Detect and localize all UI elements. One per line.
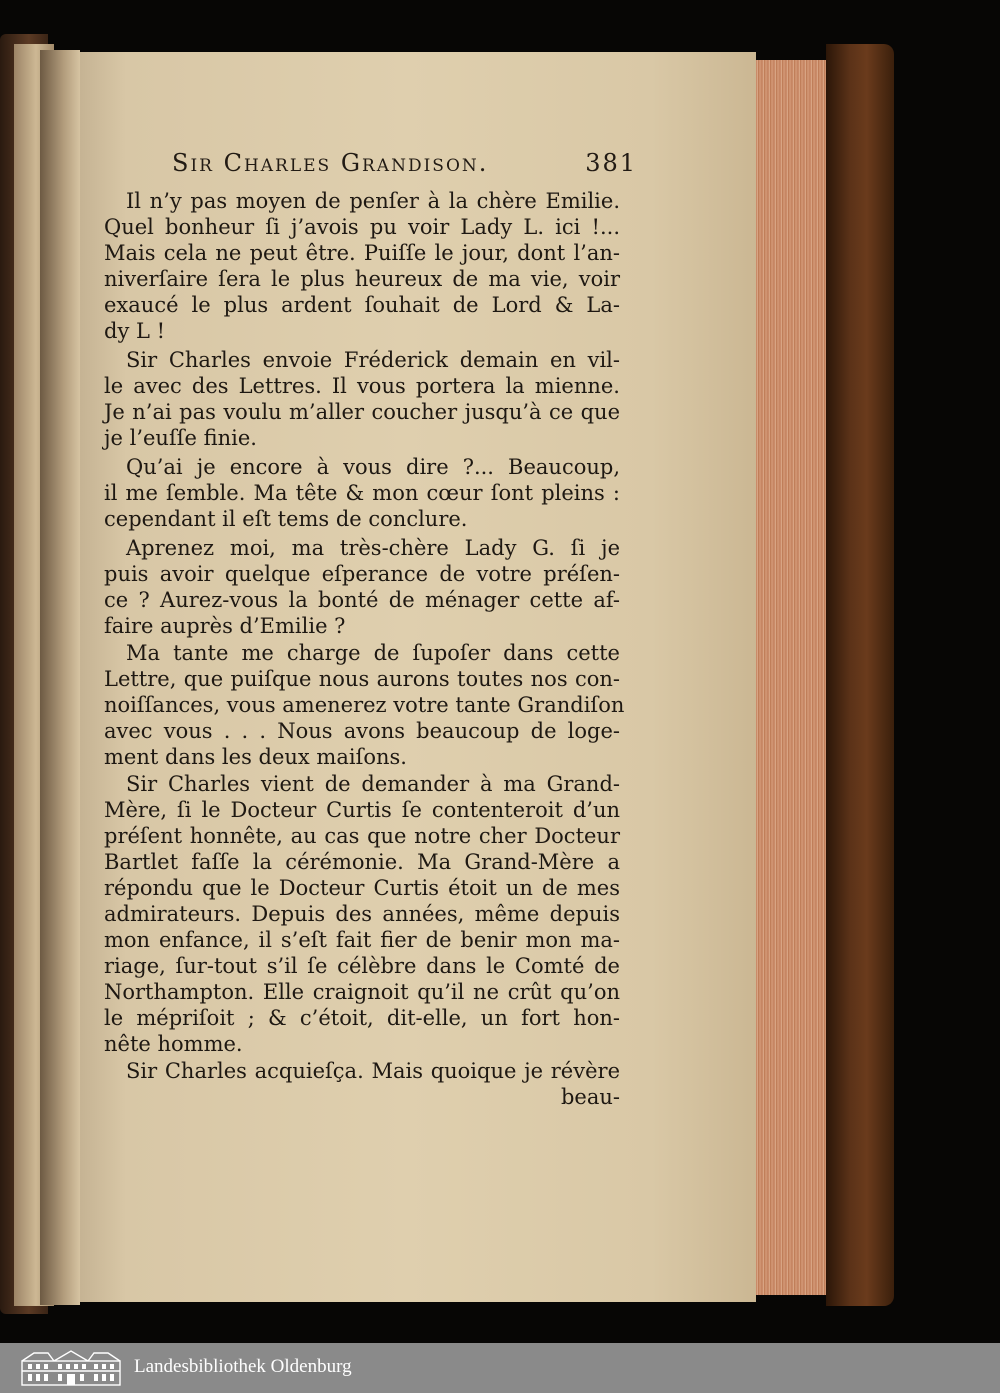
page-number: 381 <box>585 149 637 177</box>
gutter <box>40 50 80 1305</box>
text-line: je l’euſſe finie. <box>104 426 257 450</box>
text-line: nête homme. <box>104 1032 243 1056</box>
text-line: Sir Charles vient de demander à ma Grand- <box>126 772 620 796</box>
text-line: admirateurs. Depuis des années, même depuis <box>104 902 620 926</box>
text-line: noiſſances, vous amenerez votre tante Grandiſon <box>104 693 625 717</box>
text-line: Qu’ai je encore à vous dire ?... Beaucoup, <box>126 455 620 479</box>
right-cover <box>826 44 894 1306</box>
text-line: Je n’ai pas voulu m’aller coucher jusqu’à ce que <box>104 400 620 424</box>
text-line: faire auprès d’Emilie ? <box>104 614 346 638</box>
text-line: le avec des Lettres. Il vous portera la mienne. <box>104 374 620 398</box>
text-line: ment dans les deux maiſons. <box>104 745 407 769</box>
library-name: Landesbibliothek Oldenburg <box>134 1356 352 1377</box>
library-building-icon <box>18 1349 124 1387</box>
text-line: riage, ſur-tout s’il ſe célèbre dans le Comté de <box>104 954 620 978</box>
text-line: Bartlet faſſe la cérémonie. Ma Grand-Mère a <box>104 850 620 874</box>
text-line: Ma tante me charge de ſupoſer dans cette <box>126 641 620 665</box>
text-line: Aprenez moi, ma très-chère Lady G. ſi je <box>126 536 620 560</box>
text-line: répondu que le Docteur Curtis étoit un de mes <box>104 876 620 900</box>
text-line: avec vous . . . Nous avons beaucoup de loge- <box>104 719 620 743</box>
text-line: ce ? Aurez-vous la bonté de ménager cette af- <box>104 588 620 612</box>
text-line: Lettre, que puiſque nous aurons toutes nos con- <box>104 667 620 691</box>
text-line: Mais cela ne peut être. Puiſſe le jour, dont l’an- <box>104 241 620 265</box>
text-line: exaucé le plus ardent ſouhait de Lord & La- <box>104 293 620 317</box>
text-line: Il n’y pas moyen de penſer à la chère Emilie. <box>126 189 620 213</box>
text-line: Sir Charles envoie Fréderick demain en vil- <box>126 348 620 372</box>
text-line: préſent honnête, au cas que notre cher Docteur <box>104 824 620 848</box>
footer-bar <box>0 1343 1000 1393</box>
text-line: Quel bonheur ſi j’avois pu voir Lady L. ici !... <box>104 215 620 239</box>
text-line: Sir Charles acquieſça. Mais quoique je révère <box>126 1059 620 1083</box>
catchword: beau- <box>560 1085 620 1109</box>
text-line: puis avoir quelque eſperance de votre préſen- <box>104 562 620 586</box>
text-line: cependant il eſt tems de conclure. <box>104 507 468 531</box>
text-line: Mère, ſi le Docteur Curtis ſe contenteroit d’un <box>104 798 620 822</box>
text-line: le mépriſoit ; & c’étoit, dit-elle, un fort hon- <box>104 1006 620 1030</box>
text-line: niverſaire ſera le plus heureux de ma vie, voir <box>104 267 620 291</box>
running-header <box>172 149 637 183</box>
text-line: dy L ! <box>104 319 166 343</box>
running-title: Sir Charles Grandison. <box>172 149 489 177</box>
text-line: il me ſemble. Ma tête & mon cœur ſont pleins : <box>104 481 620 505</box>
page-edges <box>746 60 830 1295</box>
text-line: mon enfance, il s’eſt fait fier de benir mon ma- <box>104 928 620 952</box>
text-line: Northampton. Elle craignoit qu’il ne crût qu’on <box>104 980 620 1004</box>
